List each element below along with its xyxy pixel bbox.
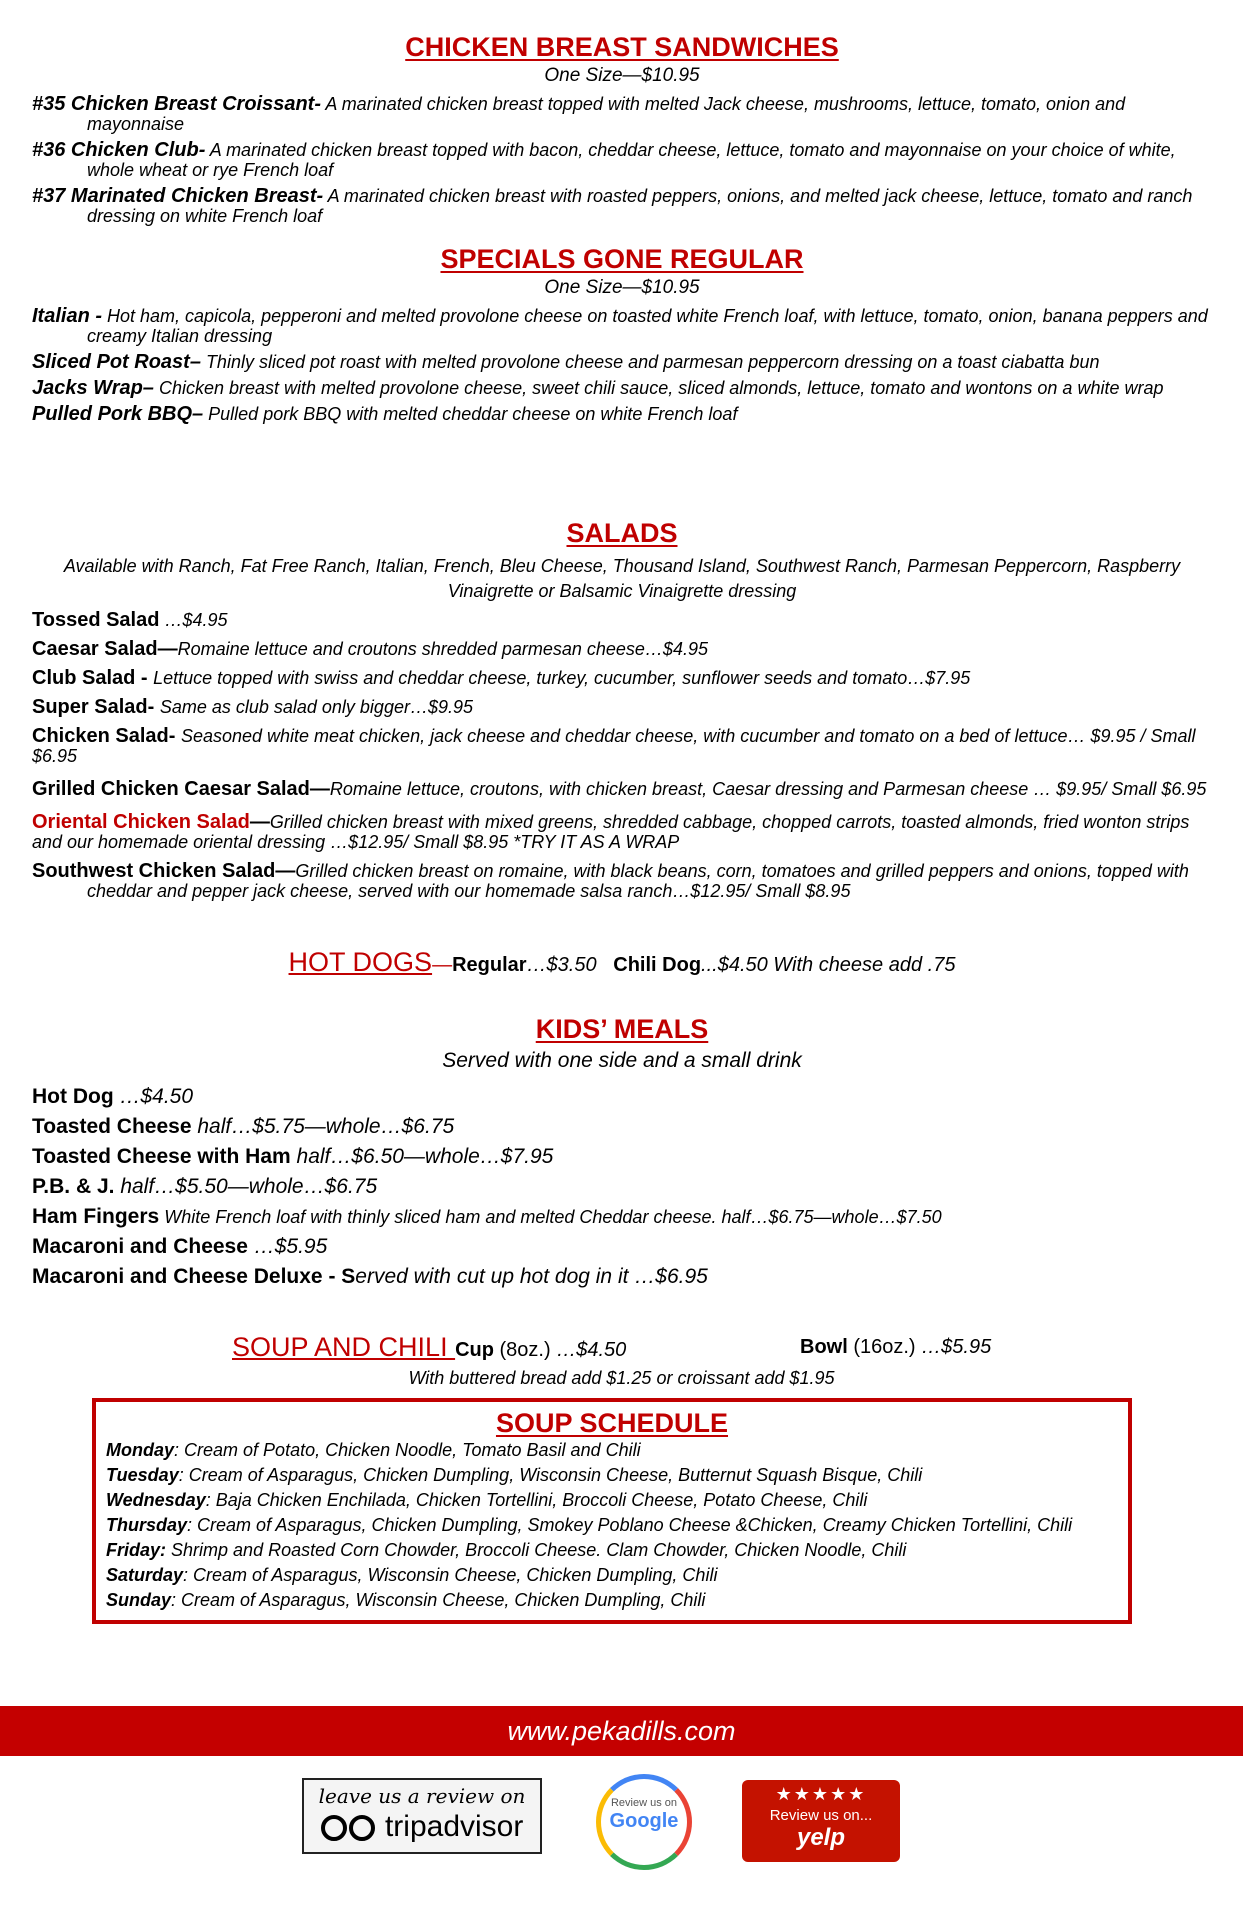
google-review-badge[interactable]: Review us on Google xyxy=(596,1774,692,1870)
salads-section xyxy=(32,516,1212,910)
kids-item: Macaroni and Cheese …$5.95 xyxy=(32,1235,328,1258)
kids-item: P.B. & J. half…$5.50—whole…$6.75 xyxy=(32,1175,378,1198)
kids-item: Macaroni and Cheese Deluxe - Served with cut up hot dog in it …$6.95 xyxy=(32,1265,708,1288)
specials-title: SPECIALS GONE REGULAR xyxy=(440,244,804,274)
website-link[interactable]: www.pekadills.com xyxy=(507,1716,736,1746)
schedule-day: Tuesday: Cream of Asparagus, Chicken Dumpling, Wisconsin Cheese, Butternut Squash Bisque, Chili xyxy=(106,1465,923,1485)
schedule-day: Friday: Shrimp and Roasted Corn Chowder, Broccoli Cheese. Clam Chowder, Chicken Noodle, Chili xyxy=(106,1540,907,1560)
schedule-title: SOUP SCHEDULE xyxy=(495,1408,729,1438)
menu-item: Italian - Hot ham, capicola, pepperoni and melted provolone cheese on toasted white French loaf, with lettuce, tomato, onion, banana peppers and creamy Italian dressing xyxy=(32,305,1208,346)
hotdogs-section: HOT DOGS—Regular…$3.50 Chili Dog...$4.50 With cheese add .75 xyxy=(288,947,956,977)
salads-dressings: Available with Ranch, Fat Free Ranch, Italian, French, Bleu Cheese, Thousand Island, Southwest Ranch, Parmesan Peppercorn, Raspberry Vinaigrette or Balsamic Vinaigrette dressing xyxy=(63,556,1181,601)
star-rating-icon: ★★★★★ xyxy=(775,1784,867,1804)
menu-item: #36 Chicken Club- A marinated chicken breast topped with bacon, cheddar cheese, lettuce, tomato and mayonnaise on your choice of white, whole wheat or rye French loaf xyxy=(32,139,1176,180)
yelp-review-badge[interactable]: ★★★★★ Review us on... yelp xyxy=(742,1780,900,1862)
schedule-day: Monday: Cream of Potato, Chicken Noodle, Tomato Basil and Chili xyxy=(106,1440,641,1460)
tripadvisor-badge[interactable]: leave us a review on tripadvisor xyxy=(302,1778,542,1854)
menu-item: Pulled Pork BBQ– Pulled pork BBQ with melted cheddar cheese on white French loaf xyxy=(32,403,738,425)
menu-item: #37 Marinated Chicken Breast- A marinated chicken breast with roasted peppers, onions, and melted jack cheese, lettuce, tomato and ranch dressing on white French loaf xyxy=(32,185,1193,226)
owl-icon xyxy=(349,1815,375,1841)
owl-icon xyxy=(321,1815,347,1841)
hotdogs-title: HOT DOGS xyxy=(288,947,433,977)
schedule-day: Saturday: Cream of Asparagus, Wisconsin Cheese, Chicken Dumpling, Chili xyxy=(106,1565,718,1585)
salad-item: Tossed Salad …$4.95 xyxy=(32,609,228,631)
kids-item: Toasted Cheese half…$5.75—whole…$6.75 xyxy=(32,1115,455,1138)
salad-item: Southwest Chicken Salad—Grilled chicken breast on romaine, with black beans, corn, tomatoes and grilled peppers and onions, topped with cheddar and pepper jack cheese, served with our homemade salsa ranch…$12.95/ Small $8.95 xyxy=(32,860,1189,901)
kids-title: KIDS’ MEALS xyxy=(535,1014,709,1044)
specials-section xyxy=(32,242,1212,430)
kids-subtitle: Served with one side and a small drink xyxy=(442,1049,802,1072)
soup-section: SOUP AND CHILI Cup (8oz.) …$4.50 Bowl (16oz.) …$5.95 xyxy=(232,1332,992,1362)
chicken-section xyxy=(32,30,1212,232)
soup-note: With buttered bread add $1.25 or croissant add $1.95 xyxy=(408,1368,835,1388)
schedule-day: Thursday: Cream of Asparagus, Chicken Dumpling, Smokey Poblano Cheese &Chicken, Creamy Chicken Tortellini, Chili xyxy=(106,1515,1073,1535)
website-banner[interactable] xyxy=(0,1706,1243,1756)
kids-section xyxy=(32,1012,1212,1292)
salad-item: Grilled Chicken Caesar Salad—Romaine lettuce, croutons, with chicken breast, Caesar dressing and Parmesan cheese … $9.95/ Small $6.95 xyxy=(32,778,1207,800)
salad-item: Caesar Salad—Romaine lettuce and croutons shredded parmesan cheese…$4.95 xyxy=(32,638,708,660)
menu-item: Jacks Wrap– Chicken breast with melted provolone cheese, sweet chili sauce, sliced almonds, lettuce, tomato and wontons on a white wrap xyxy=(32,377,1164,399)
schedule-day: Wednesday: Baja Chicken Enchilada, Chicken Tortellini, Broccoli Cheese, Potato Cheese, Chili xyxy=(106,1490,868,1510)
review-badges xyxy=(0,1774,1243,1874)
salad-item: Super Salad- Same as club salad only bigger…$9.95 xyxy=(32,696,474,718)
soup-title: SOUP AND CHILI xyxy=(232,1332,456,1362)
salads-title: SALADS xyxy=(566,518,678,548)
schedule-day: Sunday: Cream of Asparagus, Wisconsin Cheese, Chicken Dumpling, Chili xyxy=(106,1590,706,1610)
salad-item: Oriental Chicken Salad—Grilled chicken breast with mixed greens, shredded cabbage, chopped carrots, toasted almonds, fried wonton strips and our homemade oriental dressing …$12.95/ Small $8.95 *TRY IT AS A WRAP xyxy=(32,811,1190,852)
chicken-size: One Size—$10.95 xyxy=(544,65,700,86)
menu-item: Sliced Pot Roast– Thinly sliced pot roast with melted provolone cheese and parmesan peppercorn dressing on a toast ciabatta bun xyxy=(32,351,1100,373)
chicken-title: CHICKEN BREAST SANDWICHES xyxy=(405,32,839,62)
kids-item: Hot Dog …$4.50 xyxy=(32,1085,194,1108)
salad-item: Chicken Salad- Seasoned white meat chicken, jack cheese and cheddar cheese, with cucumber and tomato on a bed of lettuce… $9.95 / Small $6.95 xyxy=(32,725,1196,766)
specials-size: One Size—$10.95 xyxy=(544,277,700,298)
salad-item: Club Salad - Lettuce topped with swiss and cheddar cheese, turkey, cucumber, sunflower seeds and tomato…$7.95 xyxy=(32,667,971,689)
kids-item: Ham Fingers White French loaf with thinly sliced ham and melted Cheddar cheese. half…$6.75—whole…$7.50 xyxy=(32,1205,942,1228)
menu-item: #35 Chicken Breast Croissant- A marinated chicken breast topped with melted Jack cheese, mushrooms, lettuce, tomato, onion and mayonnaise xyxy=(32,93,1126,134)
kids-item: Toasted Cheese with Ham half…$6.50—whole…$7.95 xyxy=(32,1145,554,1168)
soup-schedule-box xyxy=(92,1398,1132,1624)
